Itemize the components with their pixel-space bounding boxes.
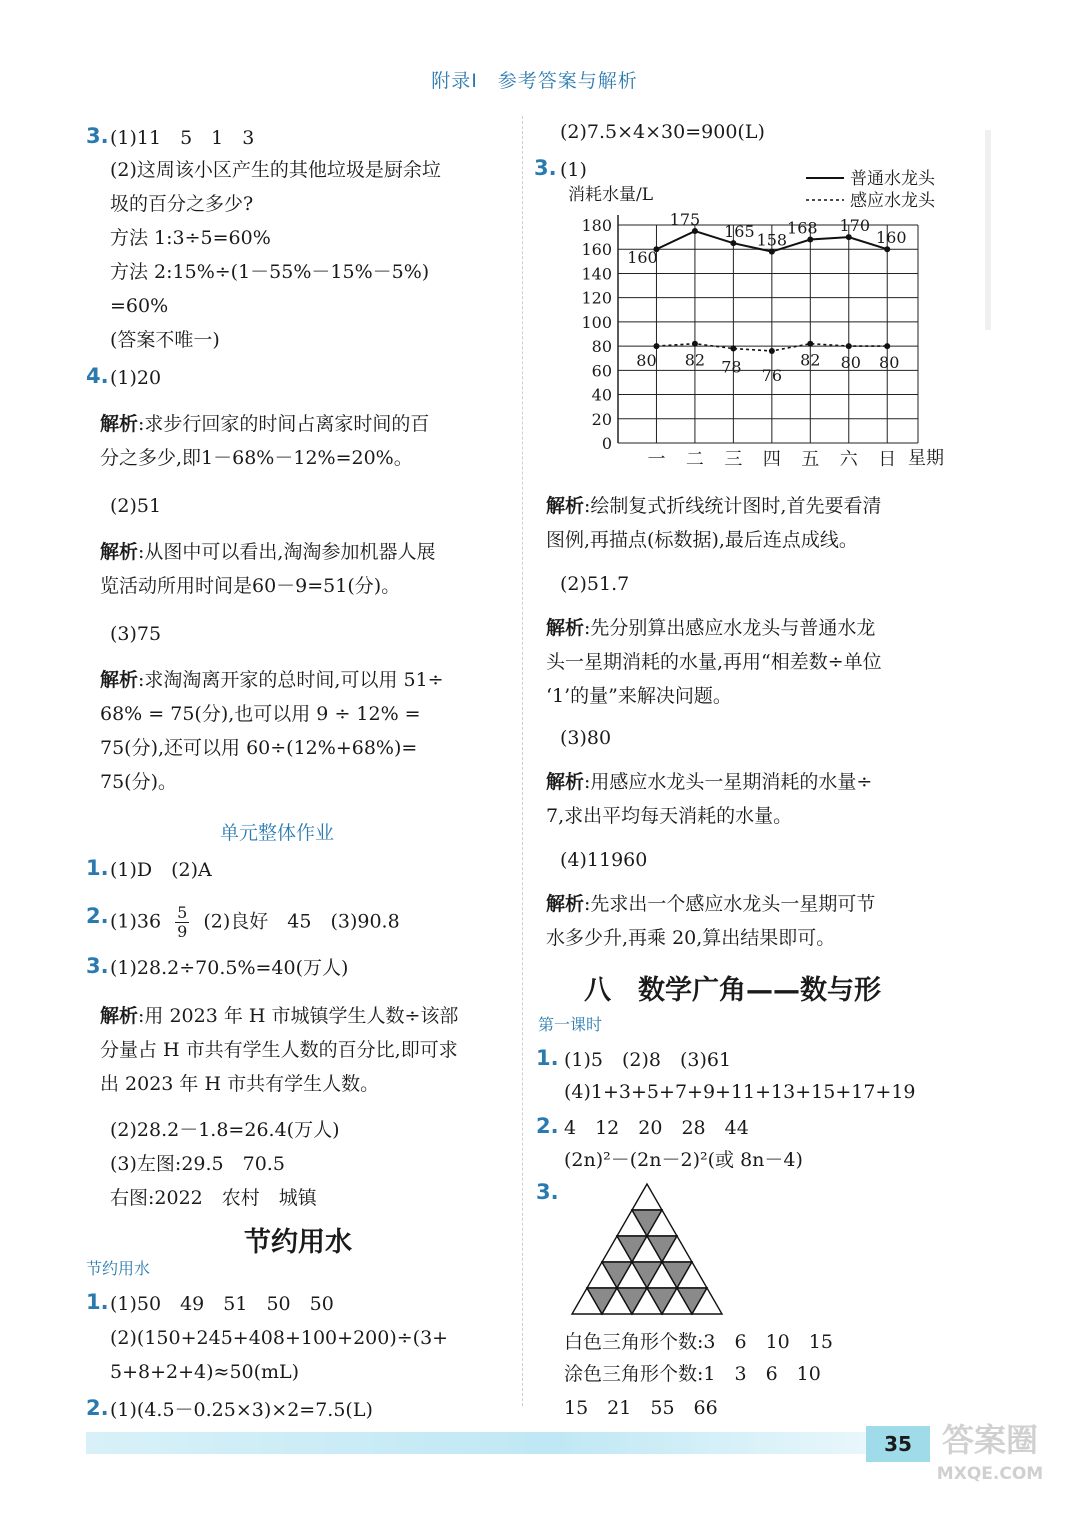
fraction [175,904,189,941]
explanation-line: 分量占 H 市共有学生人数的百分比,即可求 [100,1039,458,1061]
explanation-line [100,412,429,436]
x-tick-label: 五 [801,449,820,470]
explanation-label: 解析 [546,771,585,793]
watermark-text: 答案圈 [941,1421,1038,1459]
explanation-label: 解析 [100,1005,139,1027]
y-tick-label: 100 [581,312,612,332]
section-title: 节约用水 [244,1227,352,1258]
explanation-line [546,892,875,916]
explanation-label: 解析 [100,413,139,435]
question-number: 1. [86,856,109,880]
explanation-text: :从图中可以看出,淘淘参加机器人展 [138,541,436,563]
data-label: 158 [756,230,788,250]
explanation-line [100,540,435,564]
data-label: 160 [875,228,907,248]
explanation-label: 解析 [100,669,139,691]
question-number: 1. [536,1046,559,1070]
answer-line: (1)5 (2)8 (3)61 [564,1049,732,1071]
answer-part: (2)良好 45 (3)90.8 [203,910,400,933]
answer-line: (1)50 49 51 50 50 [110,1293,334,1315]
page-edge [985,130,991,330]
explanation-line: 水多少升,再乘 20,算出结果即可。 [546,927,836,949]
answer-line: 涂色三角形个数:1 3 6 10 [564,1363,821,1385]
watermark-logo [930,1418,1050,1518]
explanation-line: 览活动所用时间是60－9=51(分)。 [100,575,401,597]
explanation-line [546,494,881,518]
lesson-label: 第一课时 [538,1015,603,1034]
x-axis-label: 星期 [908,448,944,469]
data-label: 80 [840,353,861,373]
y-axis-label: 消耗水量/L [568,185,654,205]
y-tick-label: 60 [591,361,612,381]
answer-line: 方法 2:15%÷(1－55%－15%－5%) [110,261,430,283]
answer-line: =60% [110,295,169,317]
watermark-url: MXQE.COM [936,1464,1044,1484]
y-tick-label: 120 [581,288,612,308]
data-point [653,343,659,349]
data-label: 80 [636,351,657,371]
y-tick-label: 140 [581,264,612,284]
explanation-text: :用 2023 年 H 市城镇学生人数÷该部 [138,1005,459,1027]
explanation-label: 解析 [546,617,585,639]
explanation-line: 68% = 75(分),也可以用 9 ÷ 12% = [100,703,421,725]
y-tick-label: 80 [591,337,612,357]
data-point [769,348,775,354]
answer-line: 右图:2022 农村 城镇 [110,1187,317,1209]
data-point [807,341,813,347]
triangle-pattern [562,1180,732,1330]
data-label: 82 [800,350,821,370]
section-subtitle: 节约用水 [86,1259,151,1278]
explanation-label: 解析 [100,541,139,563]
y-tick-label: 160 [581,240,612,260]
answer-line: 方法 1:3÷5=60% [110,227,271,249]
footer-band [86,1432,866,1454]
line-chart [560,168,960,468]
chapter-title: 八 数学广角——数与形 [584,975,881,1006]
data-label: 168 [787,218,818,238]
explanation-line: 7,求出平均每天消耗的水量。 [546,805,793,827]
data-point [730,346,736,352]
x-tick-label: 三 [724,449,743,470]
question-number: 2. [86,904,109,928]
data-label: 78 [721,357,742,377]
explanation-line: 出 2023 年 H 市共有学生人数。 [100,1073,380,1095]
legend-label: 感应水龙头 [850,191,935,211]
page-header: 附录Ⅰ 参考答案与解析 [431,70,638,92]
y-tick-label: 0 [601,434,612,453]
explanation-line: 分之多少,即1－68%－12%=20%。 [100,447,413,469]
fraction-numerator: 5 [177,903,188,922]
answer-line: (4)1+3+5+7+9+11+13+15+17+19 [564,1081,916,1103]
question-number: 2. [86,1396,109,1420]
y-tick-label: 180 [581,216,612,235]
x-tick-label: 四 [762,449,781,470]
answer-line: (2)28.2－1.8=26.4(万人) [110,1119,340,1141]
question-number: 4. [86,364,109,388]
question-number: 3. [86,124,109,148]
question-number: 3. [86,954,109,978]
answer-line: (1)(4.5－0.25×3)×2=7.5(L) [110,1399,373,1421]
y-tick-label: 40 [591,385,612,405]
answer-line: (1) [560,159,587,181]
data-label: 82 [684,350,706,370]
x-tick-label: 一 [647,449,666,470]
unit-title: 单元整体作业 [220,822,335,844]
answer-line: (2n)²－(2n－2)²(或 8n－4) [564,1149,803,1171]
answer-line: (1)28.2÷70.5%=40(万人) [110,957,349,979]
answer-line: 15 21 55 66 [564,1397,718,1419]
data-point [692,341,698,347]
explanation-label: 解析 [546,893,585,915]
answer-line: 4 12 20 28 44 [564,1117,749,1139]
x-tick-label: 二 [685,449,704,470]
explanation-line [100,1004,458,1028]
data-label: 170 [839,216,871,236]
white-triangle [632,1184,662,1210]
explanation-line [546,770,872,794]
explanation-text: :绘制复式折线统计图时,首先要看清 [584,495,882,517]
x-tick-label: 六 [839,449,858,470]
answer-line: (答案不唯一) [110,329,220,351]
data-label: 175 [669,210,701,230]
answer-line: (2)(150+245+408+100+200)÷(3+ [110,1327,449,1349]
explanation-line: 75(分)。 [100,771,178,793]
data-label: 76 [761,365,783,385]
explanation-text: :求淘淘离开家的总时间,可以用 51÷ [138,669,444,691]
question-number: 3. [536,1180,559,1204]
explanation-line: 75(分),还可以用 60÷(12%+68%)= [100,737,418,759]
answer-line: (3)左图:29.5 70.5 [110,1153,285,1175]
data-label: 160 [627,248,658,268]
y-tick-label: 20 [591,409,612,429]
fraction-denominator: 9 [177,922,188,941]
answer-line: (2)51 [110,495,162,517]
data-point [884,343,890,349]
question-number: 2. [536,1114,559,1138]
data-label: 165 [724,222,755,242]
data-label: 80 [879,353,900,373]
chart-legend [806,169,936,211]
explanation-line: ‘1’的量”来解决问题。 [546,685,732,707]
explanation-line: 头一星期消耗的水量,再用“相差数÷单位 [546,651,882,673]
column-divider [522,116,524,1406]
answer-line: (3)75 [110,623,162,645]
explanation-label: 解析 [546,495,585,517]
answer-part: (1)36 [110,910,162,933]
legend-label: 普通水龙头 [850,169,935,189]
answer-line: (2)这周该小区产生的其他垃圾是厨余垃 [110,159,441,181]
answer-line: (4)11960 [560,849,648,871]
explanation-line: 图例,再描点(标数据),最后连点成线。 [546,529,858,551]
answer-line: (1)11 5 1 3 [110,127,255,149]
answer-line: (2)51.7 [560,573,630,595]
explanation-line [100,668,444,692]
answer-line [110,904,400,941]
explanation-line [546,616,875,640]
answer-line: (2)7.5×4×30=900(L) [560,121,765,143]
answer-line: 5+8+2+4)≈50(mL) [110,1361,300,1383]
answer-line: 圾的百分之多少? [110,193,254,215]
explanation-text: :求步行回家的时间占离家时间的百 [138,413,430,435]
explanation-text: :先分别算出感应水龙头与普通水龙 [584,617,876,639]
question-number: 3. [534,156,557,180]
data-point [846,343,852,349]
explanation-text: :先求出一个感应水龙头一星期可节 [584,893,876,915]
answer-line: 白色三角形个数:3 6 10 15 [564,1331,833,1353]
x-tick-label: 日 [878,449,897,470]
answer-line: (1)D (2)A [110,859,212,881]
explanation-text: :用感应水龙头一星期消耗的水量÷ [584,771,873,793]
question-number: 1. [86,1290,109,1314]
page-number: 35 [866,1426,930,1462]
answer-line: (1)20 [110,367,162,389]
answer-line: (3)80 [560,727,612,749]
